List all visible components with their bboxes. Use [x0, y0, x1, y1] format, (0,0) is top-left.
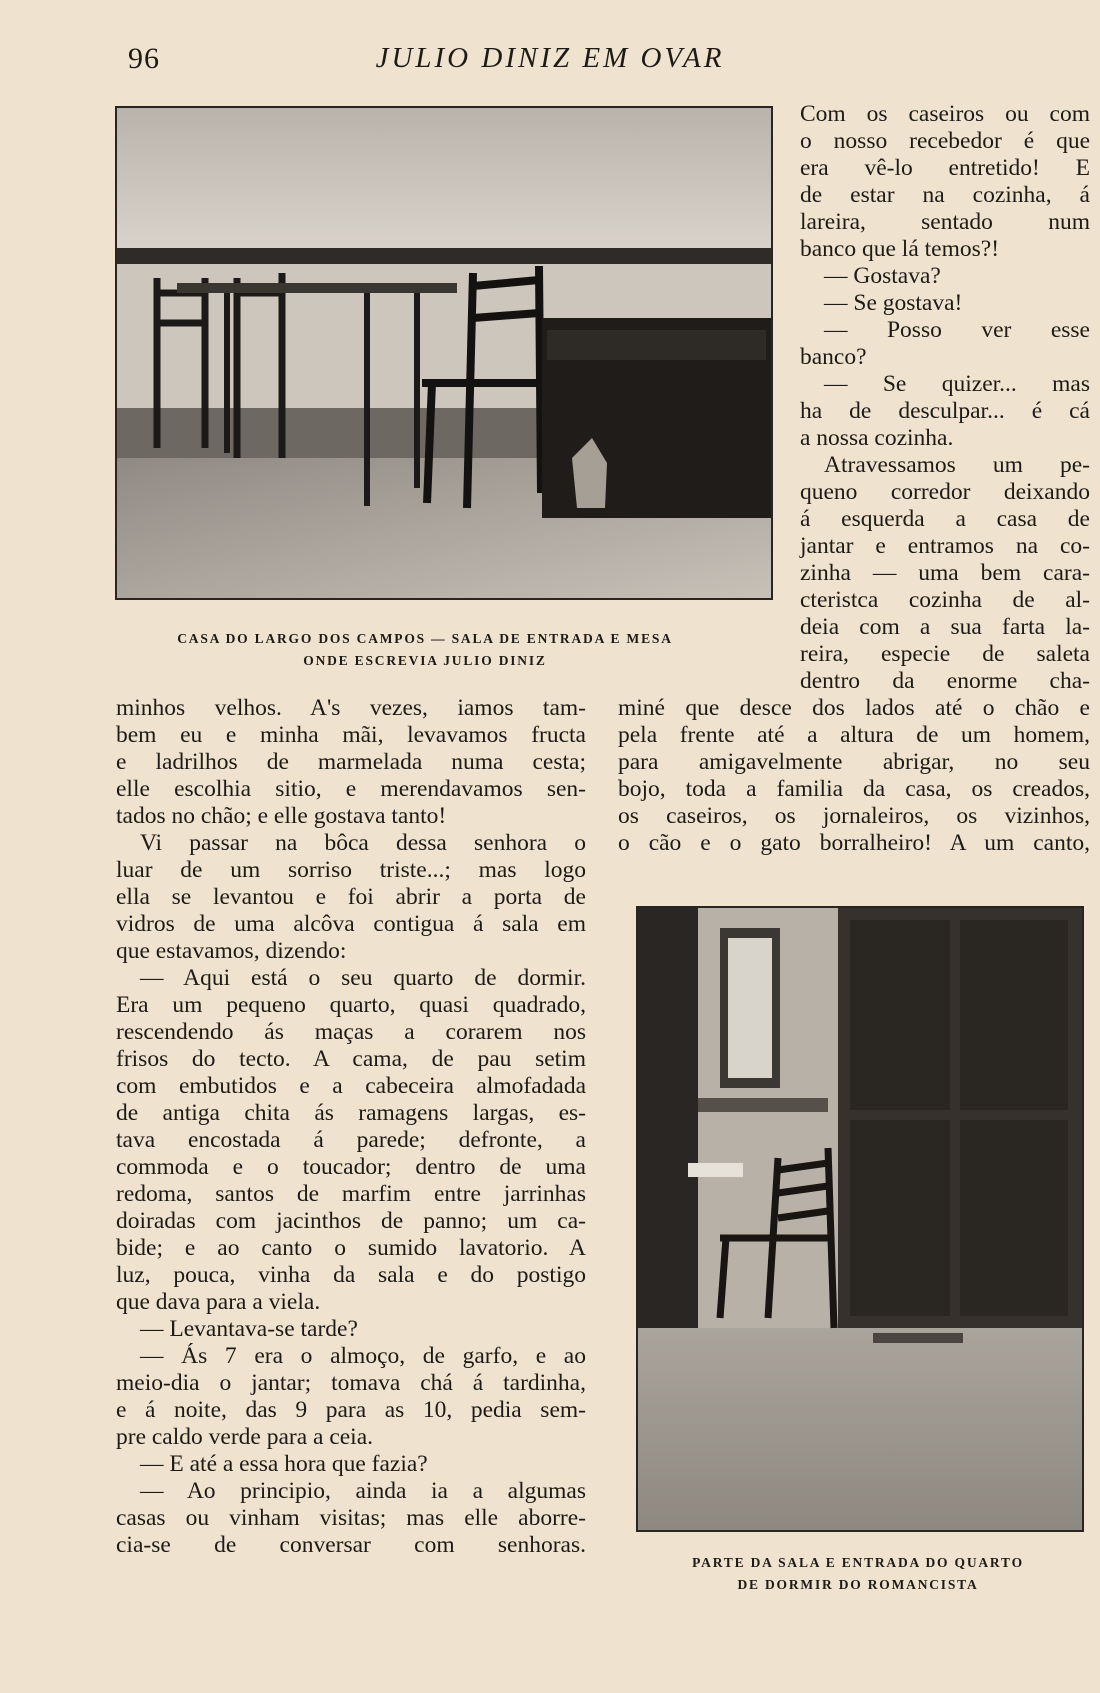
text-line: para amigavelmente abrigar, no seu — [618, 749, 1090, 775]
text-line: tava encostada á parede; defronte, a — [116, 1127, 586, 1153]
text-line: banco que lá temos?! — [800, 236, 1000, 262]
text-line: — Ás 7 era o almoço, de garfo, e ao — [140, 1343, 586, 1369]
text-line: zinha — uma bem cara- — [800, 560, 1090, 586]
text-line: — Aqui está o seu quarto de dormir. — [140, 965, 586, 991]
caption-line: CASA DO LARGO DOS CAMPOS — SALA DE ENTRADA E MESA — [177, 631, 673, 646]
text-line: Com os caseiros ou com — [800, 101, 1090, 127]
text-line: ha de desculpar... é cá — [800, 398, 1090, 424]
text-line: rescendendo ás maças a corarem nos — [116, 1019, 586, 1045]
text-line: dentro da enorme cha- — [800, 668, 1090, 694]
caption-line: ONDE ESCREVIA JULIO DINIZ — [303, 653, 547, 668]
text-line: Vi passar na bôca dessa senhora o — [140, 830, 586, 856]
text-line: — Levantava-se tarde? — [140, 1316, 358, 1342]
text-line: e á noite, das 9 para as 10, pedia sem- — [116, 1397, 586, 1423]
text-line: commoda e o toucador; dentro de uma — [116, 1154, 586, 1180]
text-line: doiradas com jacinthos de panno; um ca- — [116, 1208, 586, 1234]
text-line: á esquerda a casa de — [800, 506, 1090, 532]
text-line: Atravessamos um pe- — [824, 452, 1090, 478]
text-line: — Se quizer... mas — [824, 371, 1090, 397]
text-line: cteristca cozinha de al- — [800, 587, 1090, 613]
text-line: o nosso recebedor é que — [800, 128, 1090, 154]
text-line: miné que desce dos lados até o chão e — [618, 695, 1090, 721]
text-line: reira, especie de saleta — [800, 641, 1090, 667]
text-line: ella se levantou e foi abrir a porta de — [116, 884, 586, 910]
text-line: pre caldo verde para a ceia. — [116, 1424, 374, 1450]
text-line: bide; e ao canto o sumido lavatorio. A — [116, 1235, 586, 1261]
text-line: cia-se de conversar com senhoras. — [116, 1532, 586, 1558]
text-line: deia com a sua farta la- — [800, 614, 1090, 640]
text-line: — Se gostava! — [824, 290, 963, 316]
text-line: de antiga chita ás ramagens largas, es- — [116, 1100, 586, 1126]
text-line: elle escolhia sitio, e merendavamos sen- — [116, 776, 586, 802]
page-number: 96 — [128, 42, 160, 75]
text-line: — E até a essa hora que fazia? — [140, 1451, 428, 1477]
text-line: lareira, sentado num — [800, 209, 1090, 235]
text-line: pela frente até a altura de um homem, — [618, 722, 1090, 748]
text-line: queno corredor deixando — [800, 479, 1090, 505]
text-line: os caseiros, os jornaleiros, os vizinhos, — [618, 803, 1090, 829]
text-line: luar de um sorriso triste...; mas logo — [116, 857, 586, 883]
right-column-top-text — [800, 101, 1090, 695]
text-line: de estar na cozinha, á — [800, 182, 1090, 208]
text-line: casas ou vinham visitas; mas elle aborre- — [116, 1505, 586, 1531]
left-column-text — [116, 695, 586, 1559]
text-line: minhos velhos. A's vezes, iamos tam- — [116, 695, 586, 721]
text-line: luz, pouca, vinha da sala e do postigo — [116, 1262, 586, 1288]
running-title: JULIO DINIZ EM OVAR — [375, 42, 725, 74]
caption-line: PARTE DA SALA E ENTRADA DO QUARTO — [692, 1555, 1024, 1570]
text-line: o cão e o gato borralheiro! A um canto, — [618, 830, 1090, 856]
text-line: — Gostava? — [824, 263, 941, 289]
text-line: com embutidos e a cabeceira almofadada — [116, 1073, 586, 1099]
text-line: que dava para a viela. — [116, 1289, 321, 1315]
text-line: bojo, toda a familia da casa, os creados, — [618, 776, 1090, 802]
text-line: era vê-lo entretido! E — [800, 155, 1090, 181]
text-line: e ladrilhos de marmelada numa cesta; — [116, 749, 586, 775]
text-line: meio-dia o jantar; tomava chá á tardinha, — [116, 1370, 586, 1396]
text-line: frisos do tecto. A cama, de pau setim — [116, 1046, 586, 1072]
text-line: redoma, santos de marfim entre jarrinhas — [116, 1181, 586, 1207]
photo-entrance-room — [115, 106, 773, 600]
text-line: — Ao principio, ainda ia a algumas — [140, 1478, 586, 1504]
text-line: tados no chão; e elle gostava tanto! — [116, 803, 447, 829]
text-line: Era um pequeno quarto, quasi quadrado, — [116, 992, 586, 1018]
photo-bedroom-entrance — [636, 906, 1084, 1532]
bottom-photo-caption — [636, 1552, 1080, 1596]
right-column-mid-text — [618, 695, 1090, 857]
caption-line: DE DORMIR DO ROMANCISTA — [737, 1577, 979, 1592]
top-photo-caption — [115, 628, 735, 672]
text-line: — Posso ver esse — [824, 317, 1090, 343]
text-line: a nossa cozinha. — [800, 425, 954, 451]
text-line: bem eu e minha mãi, levavamos fructa — [116, 722, 586, 748]
text-line: jantar e entramos na co- — [800, 533, 1090, 559]
text-line: que estavamos, dizendo: — [116, 938, 347, 964]
text-line: banco? — [800, 344, 867, 370]
text-line: vidros de uma alcôva contigua á sala em — [116, 911, 586, 937]
